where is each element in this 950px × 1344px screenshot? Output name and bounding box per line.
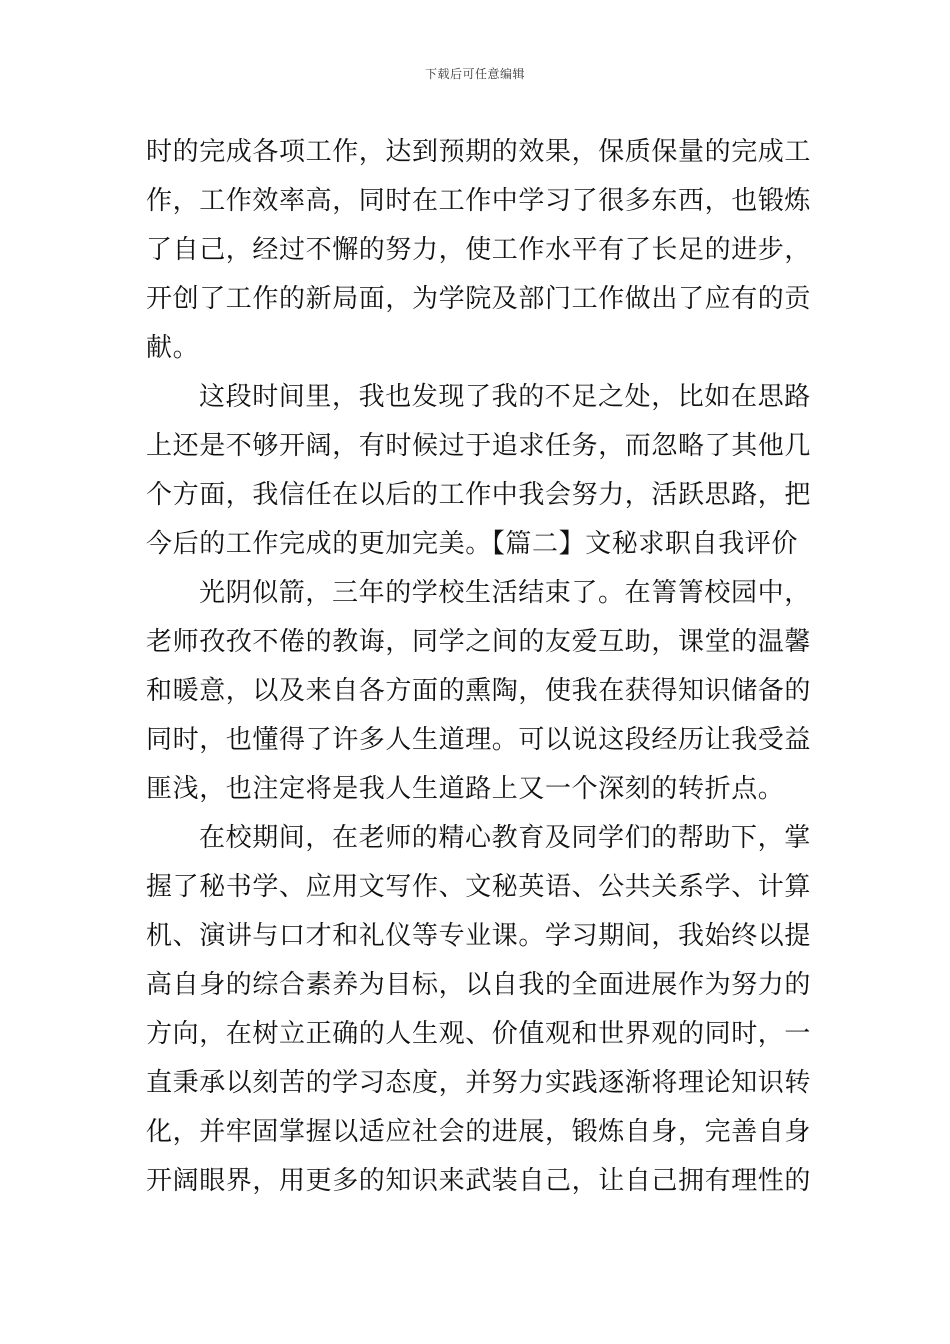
text-line: 化，并牢固掌握以适应社会的进展，锻炼自身，完善自身 (146, 1117, 812, 1147)
text-line: 和暖意，以及来自各方面的熏陶，使我在获得知识储备的 (146, 676, 812, 706)
text-line: 匪浅，也注定将是我人生道路上又一个深刻的转折点。 (146, 774, 785, 804)
text-line: 方向，在树立正确的人生观、价值观和世界观的同时，一 (146, 1019, 812, 1049)
text-line: 直秉承以刻苦的学习态度，并努力实践逐渐将理论知识转 (146, 1068, 812, 1098)
paragraph-first-line: 光阴似箭，三年的学校生活结束了。在箐箐校园中， (199, 578, 811, 608)
page-header: 下载后可任意编辑 (424, 67, 525, 81)
text-line: 献。 (146, 333, 200, 363)
text-line: 上还是不够开阔，有时候过于追求任务，而忽略了其他几 (146, 431, 812, 461)
text-line: 机、演讲与口才和礼仪等专业课。学习期间，我始终以提 (146, 921, 812, 951)
text-line: 时的完成各项工作，达到预期的效果，保质保量的完成工 (146, 137, 812, 167)
text-line: 同时，也懂得了许多人生道理。可以说这段经历让我受益 (146, 725, 812, 755)
paragraph-first-line: 在校期间，在老师的精心教育及同学们的帮助下，掌 (199, 823, 811, 853)
text-line: 老师孜孜不倦的教诲，同学之间的友爱互助，课堂的温馨 (146, 627, 812, 657)
text-line: 今后的工作完成的更加完美。【篇二】文秘求职自我评价 (146, 529, 799, 559)
text-line: 开创了工作的新局面，为学院及部门工作做出了应有的贡 (146, 284, 812, 314)
document-body (146, 128, 812, 1206)
text-line: 高自身的综合素养为目标，以自我的全面进展作为努力的 (146, 970, 812, 1000)
paragraph-first-line: 这段时间里，我也发现了我的不足之处，比如在思路 (199, 382, 811, 412)
text-line: 个方面，我信任在以后的工作中我会努力，活跃思路，把 (146, 480, 812, 510)
text-line: 握了秘书学、应用文写作、文秘英语、公共关系学、计算 (146, 872, 812, 902)
text-line: 开阔眼界，用更多的知识来武装自己，让自己拥有理性的 (146, 1166, 812, 1196)
text-line: 作，工作效率高，同时在工作中学习了很多东西，也锻炼 (146, 186, 812, 216)
text-line: 了自己，经过不懈的努力，使工作水平有了长足的进步， (146, 235, 812, 265)
